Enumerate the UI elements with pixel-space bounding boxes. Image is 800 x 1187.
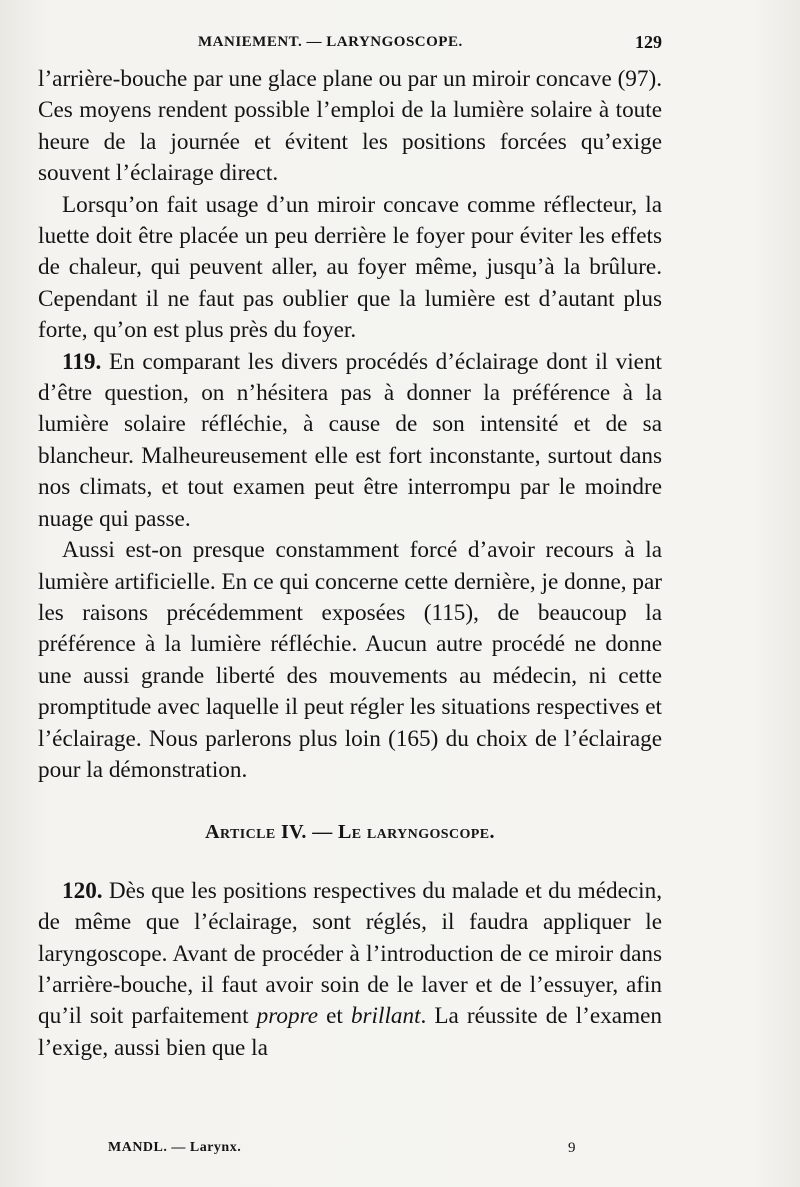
paragraph-text: En comparant les divers procédés d’éclairage dont il vient d’être question, on n’hésitera pas à donner la préférence à la lumière solaire réfléchie, à cause de son intensité et de sa blancheur. Malheureusement elle est fort inconstante, surtout dans nos climats, et tout examen peut être interrompu par le moindre nuage qui passe.: [38, 348, 662, 532]
paragraph-text: . La réussite de l’examen l’exige, aussi bien que la: [38, 1003, 663, 1061]
paragraph-text: et: [318, 1003, 351, 1030]
page-number: 129: [635, 32, 662, 52]
emphasis-text: propre: [256, 1003, 319, 1030]
page-footer: [108, 1140, 588, 1164]
paragraph-number: 119.: [62, 348, 102, 375]
page-header: [38, 30, 662, 56]
signature-mark: 9: [568, 1140, 576, 1156]
footer-signature: MANDL. — Larynx.: [108, 1140, 242, 1155]
paragraph-continuation: l’arrière-bouche par une glace plane ou par un miroir concave (97). Ces moyens rendent possible l’emploi de la lumière solaire à toute heure de la journée et évitent les positions forcées qu’exige souvent l’éclairage direct.: [38, 66, 662, 187]
paragraph: Aussi est-on presque constamment forcé d’avoir recours à la lumière artificielle. En ce qui concerne cette dernière, je donne, par les raisons précédemment exposées (115), de beaucoup la préférence à la lumière réfléchie. Aucun autre procédé ne donne une aussi grande liberté des mouvements au médecin, ni cette promptitude avec laquelle il peut régler les situations respectives et l’éclairage. Nous parlerons plus loin (165) du choix de l’éclairage pour la démonstration.: [38, 537, 662, 783]
body-text: [38, 64, 662, 1064]
paragraph-119: [38, 347, 662, 535]
running-head: MANIEMENT. — LARYNGOSCOPE.: [198, 34, 463, 50]
emphasis-text: brillant: [350, 1003, 421, 1030]
paragraph-text: Dès que les positions respectives du malade et du médecin, de même que l’éclairage, sont réglés, il faudra appliquer le laryngoscope. Avant de procéder à l’introduction de ce miroir dans l’arrière-bouche, il faut avoir soin de le laver et de l’essuyer, afin qu’il soit parfaitement: [38, 877, 662, 1030]
paragraph: Lorsqu’on fait usage d’un miroir concave comme réflecteur, la luette doit être placée un peu derrière le foyer pour éviter les effets de chaleur, qui peuvent aller, au foyer même, jusqu’à la brûlure. Cependant il ne faut pas oublier que la lumière est d’autant plus forte, qu’on est plus près du foyer.: [38, 191, 662, 344]
section-title: Article IV. — Le laryngoscope.: [205, 821, 495, 844]
paragraph-number: 120.: [62, 877, 103, 904]
paragraph-120: [38, 876, 662, 1064]
